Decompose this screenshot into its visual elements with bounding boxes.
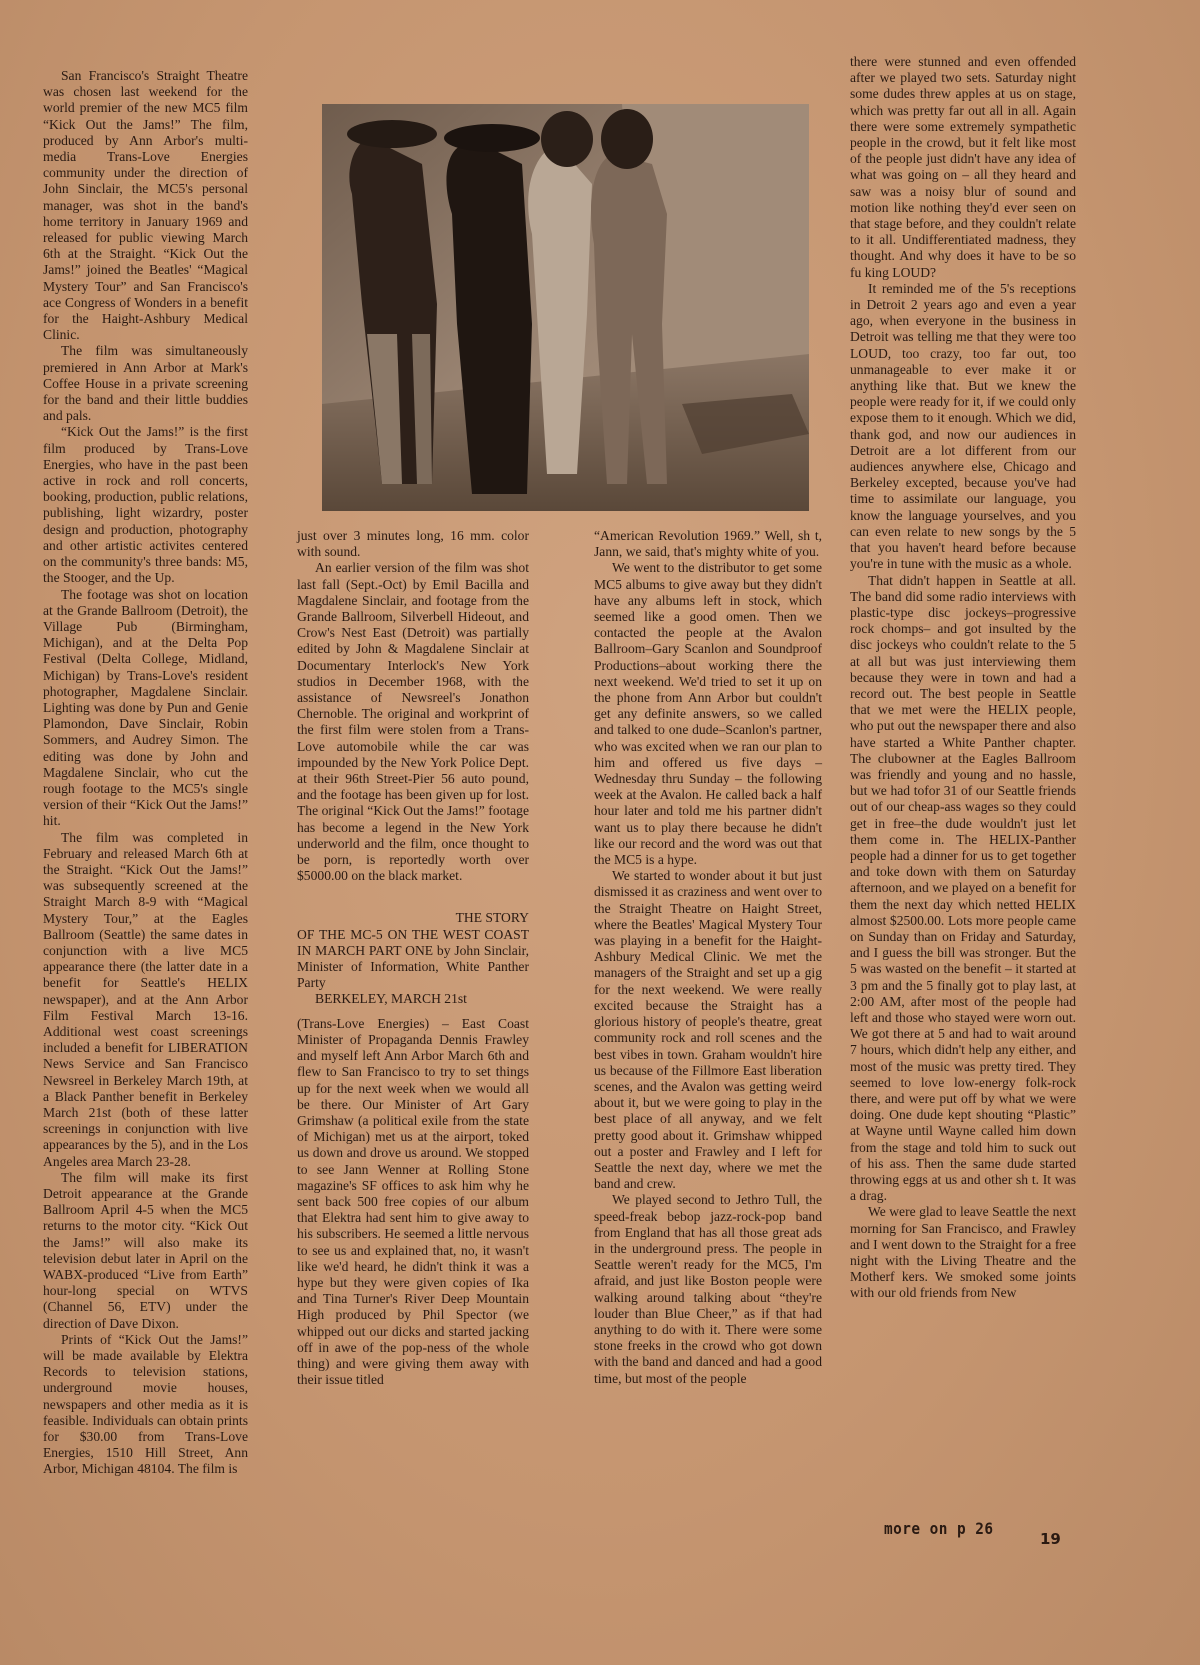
paragraph: We started to wonder about it but just dismissed it as craziness and went over to the Straight Theatre on Haight Street, where the Beatles' Magical Mystery Tour was playing in a benefit for the Haight-Ashbury Medical Clinic. We met the managers of the Straight and set up a gig for the next weekend. We were really excited because the Straight has a glorious history of people's theatre, great community rock and roll scenes and the best vibes in town. Graham wouldn't hire us because of the Fillmore East liberation scenes, and the Avalon was getting weird about it, but we were going to play in the best place of all anyway, and we felt pretty good about it. Grimshaw whipped out a poster and Frawley and I left for Seattle the next day, where we met the band and crew. bbox=[594, 868, 822, 1192]
paragraph: We went to the distributor to get some MC5 albums to give away but they didn't have any albums left in stock, which seemed like a good omen. Then we contacted the people at the Avalon Ballroom–Gary Scanlon and Soundproof Productions–about working there the next weekend. We'd tried to set it up on the phone from Ann Arbor but couldn't get any definite answers, so we called and talked to one dude–Scanlon's partner, who was excited when we ran our plan to him and offered us five days – Wednesday thru Sunday – the following week at the Avalon. He called back a half hour later and told me his partner didn't want us to play there because he didn't like our record and the word was out that the MC5 is a hype. bbox=[594, 560, 822, 868]
paragraph: just over 3 minutes long, 16 mm. color with sound. bbox=[297, 528, 529, 560]
paragraph: “Kick Out the Jams!” is the first film produced by Trans-Love Energies, who have in the past been active in rock and roll concerts, booking, production, public relations, publishing, light wizardry, poster design and production, photography and other artistic activites centered on the community's three bands: M5, the Stooger, and the Up. bbox=[43, 424, 248, 586]
band-photo bbox=[322, 104, 809, 511]
paragraph: Prints of “Kick Out the Jams!” will be made available by Elektra Records to television stations, underground movie houses, newspapers and other media as it is feasible. Individuals can obtain prints for $30.00 from Trans-Love Energies, 1510 Hill Street, Ann Arbor, Michigan 48104. The film is bbox=[43, 1331, 248, 1477]
column-2-top bbox=[297, 528, 529, 884]
article-column-2 bbox=[297, 528, 529, 1388]
story-headline-line-2: OF THE MC-5 ON THE WEST COAST IN MARCH PART ONE by John Sinclair, Minister of Information, White Panther Party bbox=[297, 926, 529, 991]
paragraph: there were stunned and even offended after we played two sets. Saturday night some dudes threw apples at us on stage, which was pretty far out all in all. Again there were some extremely sympathetic people in the crowd, but it felt like most of the people just didn't have any idea of what was going on – all they heard and saw was a noisy blur of sound and motion like nothing they'd ever seen on that stage before, and they couldn't relate to it all. Undifferentiated madness, they thought. And why does it have to be so fu king LOUD? bbox=[850, 54, 1076, 280]
paragraph: The film was completed in February and released March 6th at the Straight. “Kick Out the Jams!” was subsequently screened at the Straight March 8-9 with “Magical Mystery Tour,” at the Eagles Ballroom (Seattle) the same dates in conjunction with a live MC5 appearance there (the latter date in a benefit for Seattle's HELIX newspaper), and at the Ann Arbor Film Festival March 13-16. Additional west coast screenings included a benefit for LIBERATION News Service and San Francisco Newsreel in Berkeley March 19th, at a Black Panther benefit in Berkeley March 21st (both of these latter screenings in conjunction with live appearances by the 5), and in the Los Angeles area March 23-28. bbox=[43, 829, 248, 1169]
paragraph: We played second to Jethro Tull, the speed-freak bebop jazz-rock-pop band from England that has all those great ads in the underground press. The people in Seattle weren't ready for the MC5, I'm afraid, and just like Boston people were walking around talking about “they're louder than Blue Cheer,” as if that had anything to do with it. There were some stone freeks in the crowd who got down with the band and danced and had a good time, but most of the people bbox=[594, 1192, 822, 1386]
paragraph: “American Revolution 1969.” Well, sh t, Jann, we said, that's mighty white of you. bbox=[594, 528, 822, 560]
paragraph: An earlier version of the film was shot last fall (Sept.-Oct) by Emil Bacilla and Magdalene Sinclair, and footage from the Grande Ballroom, Silverbell Hideout, and Crow's Nest East (Detroit) was partially edited by John & Magdalene Sinclair at Documentary Interlock's New York studios in December 1968, with the assistance of Newsreel's Jonathon Chernoble. The original and workprint of the first film were stolen from a Trans-Love automobile while the car was impounded by the New York Police Dept. at their 96th Street-Pier 56 auto pound, and the footage has been given up for lost. The original “Kick Out the Jams!” footage has become a legend in the New York underworld and the film, once thought to be porn, is reportedly worth over $5000.00 on the black market. bbox=[297, 560, 529, 884]
paragraph: The film was simultaneously premiered in Ann Arbor at Mark's Coffee House in a private screening for the band and their little buddies and pals. bbox=[43, 343, 248, 424]
paragraph: The footage was shot on location at the Grande Ballroom (Detroit), the Village Pub (Birmingham, Michigan), and at the Delta Pop Festival (Delta College, Midland, Michigan) by Trans-Love's resident photographer, Magdalene Sinclair. Lighting was done by Pun and Genie Plamondon, Dave Sinclair, Robin Sommers, and Audrey Simon. The editing was done by John and Magdalene Sinclair, who cut the rough footage to the MC5's single version of their “Kick Out the Jams!” hit. bbox=[43, 586, 248, 829]
article-column-1 bbox=[43, 68, 248, 1478]
paragraph: That didn't happen in Seattle at all. The band did some radio interviews with plastic-type disc jockeys–progressive rock chomps– and got insulted by the disc jockeys who couldn't relate to the 5 at all but was just interviewing them because they were in town and had a record out. The best people in Seattle that we met were the HELIX people, who put out the newspaper there and also have started a White Panther chapter. The clubowner at the Eagles Ballroom was friendly and young and no hassle, but we had tofor 31 of our Seattle friends out of our cheap-ass wages so they could get in free–the dude wouldn't just let them come in. The HELIX-Panther people had a dinner for us to get together and toke down with them on Saturday afternoon, and we played on a benefit for them the next day which netted HELIX almost $2500.00. Lots more people came on Sunday than on Friday and Saturday, and I guess the bill was stronger. But the 5 was wasted on the benefit – it started at 3 pm and the 5 finally got to play last, at 2:00 AM, after most of the people had left and those who stayed were worn out. We got there at 5 and had to wait around 7 hours, which didn't help any either, and most of the music was pretty tired. They seemed to love low-energy folk-rock there, and were put off by what we were doing. One dude kept shouting “Plastic” at Wayne until Wayne called him down from the stage and told him to suck out of his ass. Then the same dude started throwing eggs at us and other sh t. It was a drag. bbox=[850, 572, 1076, 1204]
page-number: 19 bbox=[1040, 1530, 1061, 1548]
paragraph: (Trans-Love Energies) – East Coast Minister of Propaganda Dennis Frawley and myself left Ann Arbor March 6th and flew to San Francisco to try to set things up for the next week when we would all be there. Our Minister of Art Gary Grimshaw (a political exile from the state of Michigan) met us at the airport, toked us down and drove us around. We stopped to see Jann Wenner at Rolling Stone magazine's SF offices to ask him why he sent back 500 free copies of our album that Elektra had sent him to give away to his subscribers. He seemed a little nervous to see us and explained that, no, it wasn't like we'd heard, he didn't think it was a hype but they were given copies of Ika and Tina Turner's River Deep Mountain High produced by Phil Spector (we whipped out our dicks and started jacking off in awe of the pop-ness of the whole thing) and were giving them away with their issue titled bbox=[297, 1015, 529, 1388]
column-2-bottom bbox=[297, 1016, 529, 1389]
story-headline-line-1: THE STORY bbox=[455, 910, 529, 926]
dateline: BERKELEY, MARCH 21st bbox=[315, 991, 467, 1007]
paragraph: The film will make its first Detroit appearance at the Grande Ballroom April 4-5 when the MC5 returns to the motor city. “Kick Out the Jams!” will also make its television debut later in April on the WABX-produced “Live from Earth” hour-long special on WTVS (Channel 56, ETV) under the direction of Dave Dixon. bbox=[43, 1169, 248, 1331]
article-column-4 bbox=[850, 54, 1076, 1302]
paragraph: We were glad to leave Seattle the next morning for San Francisco, and Frawley and I went down to the Straight for a free night with the Living Theatre and the Motherf kers. We smoked some joints with our old friends from New bbox=[850, 1204, 1076, 1301]
article-column-3 bbox=[594, 528, 822, 1387]
paragraph: San Francisco's Straight Theatre was chosen last weekend for the world premier of the new MC5 film “Kick Out the Jams!” The film, produced by Ann Arbor's multi-media Trans-Love Energies community under the direction of John Sinclair, the MC5's personal manager, was shot in the band's home territory in January 1969 and released for public viewing March 6th at the Straight. “Kick Out the Jams!” joined the Beatles' “Magical Mystery Tour” and San Francisco's ace Congress of Wonders in a benefit for the Haight-Ashbury Medical Clinic. bbox=[43, 68, 248, 343]
continued-jump-line: more on p 26 bbox=[884, 1519, 994, 1538]
paragraph: It reminded me of the 5's receptions in Detroit 2 years ago and even a year ago, when everyone in the business in Detroit was telling me that they were too LOUD, too crazy, too far out, too unmanageable to ever make it or anything like that. But we knew the people were ready for it, if we could only expose them to it enough. Which we did, thank god, and now our audiences in Detroit are a lot different from our audiences anywhere else, Chicago and Berkeley excepted, because you've had time to assimilate our language, you know the language yourselves, and you can even relate to new songs by the 5 that you haven't heard before because you're in tune with the music as a whole. bbox=[850, 280, 1076, 572]
story-headline bbox=[297, 910, 529, 1007]
